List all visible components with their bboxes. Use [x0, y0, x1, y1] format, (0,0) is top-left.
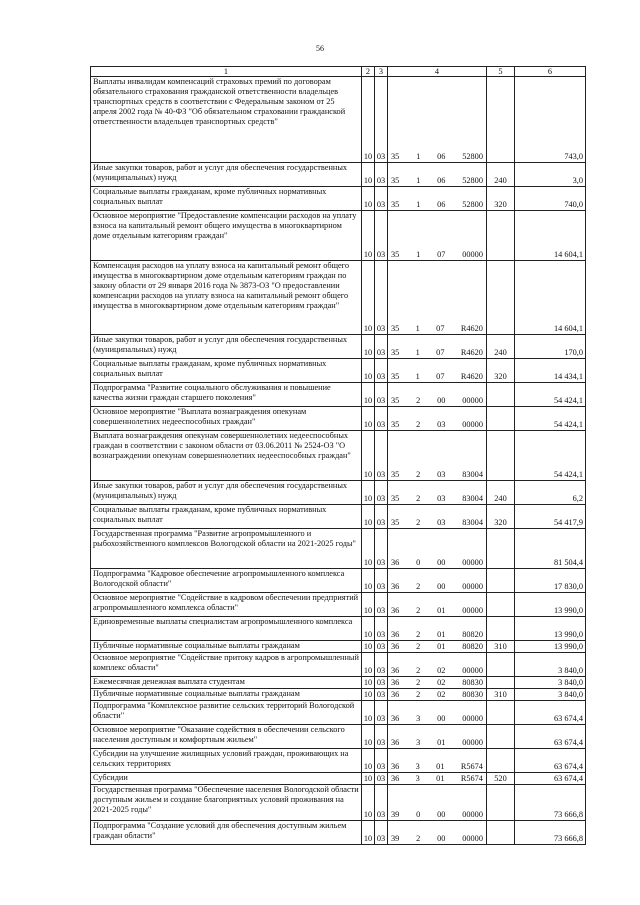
code-direction: 00000	[462, 581, 483, 591]
row-amount: 743,0	[515, 77, 586, 163]
code-program: 36	[391, 773, 400, 783]
row-subsection: 03	[375, 641, 388, 653]
row-target-code	[388, 431, 487, 481]
row-expense-type: 240	[487, 335, 515, 359]
row-section: 10	[362, 677, 375, 689]
code-event: 03	[437, 517, 446, 527]
code-direction: 00000	[462, 809, 483, 819]
code-subprogram: 1	[416, 199, 421, 209]
table-row	[91, 677, 586, 689]
row-subsection: 03	[375, 785, 388, 821]
row-expense-type	[487, 261, 515, 335]
table-header-row	[91, 67, 586, 77]
code-subprogram: 2	[416, 641, 421, 651]
row-amount: 73 666,8	[515, 785, 586, 821]
row-expense-type: 320	[487, 505, 515, 529]
code-event: 06	[437, 151, 446, 161]
row-subsection: 03	[375, 569, 388, 593]
row-amount: 14 604,1	[515, 261, 586, 335]
col-header-1: 1	[91, 67, 362, 77]
row-section: 10	[362, 821, 375, 845]
row-name: Основное мероприятие "Оказание содействия в обеспечении сельского населения доступным и комфортным жильем"	[91, 725, 362, 749]
row-section: 10	[362, 187, 375, 211]
row-subsection: 03	[375, 677, 388, 689]
col-header-4: 4	[388, 67, 487, 77]
code-subprogram: 1	[415, 347, 420, 357]
row-section: 10	[362, 529, 375, 569]
row-name: Единовременные выплаты специалистам агропромышленного комплекса	[91, 617, 362, 641]
row-section: 10	[362, 689, 375, 701]
code-event: 06	[437, 175, 446, 185]
row-expense-type	[487, 593, 515, 617]
row-amount: 54 424,1	[515, 383, 586, 407]
code-subprogram: 2	[416, 605, 421, 615]
row-amount: 14 604,1	[515, 211, 586, 261]
table-row	[91, 689, 586, 701]
row-expense-type	[487, 77, 515, 163]
code-program: 36	[391, 557, 400, 567]
table-row	[91, 593, 586, 617]
table-row	[91, 163, 586, 187]
row-target-code	[388, 785, 487, 821]
code-subprogram: 2	[416, 581, 421, 591]
row-amount: 63 674,4	[515, 749, 586, 773]
table-row	[91, 641, 586, 653]
table-row	[91, 569, 586, 593]
row-amount: 54 424,1	[515, 407, 586, 431]
code-program: 35	[391, 151, 400, 161]
code-subprogram: 3	[416, 737, 421, 747]
row-subsection: 03	[375, 593, 388, 617]
row-target-code	[388, 641, 487, 653]
row-name: Иные закупки товаров, работ и услуг для обеспечения государственных (муниципальных) нужд	[91, 481, 362, 505]
table-row	[91, 431, 586, 481]
row-subsection: 03	[375, 407, 388, 431]
row-subsection: 03	[375, 689, 388, 701]
row-expense-type: 520	[487, 773, 515, 785]
table-row	[91, 725, 586, 749]
row-amount: 81 504,4	[515, 529, 586, 569]
code-direction: 00000	[462, 833, 483, 843]
row-target-code	[388, 261, 487, 335]
code-program: 36	[391, 665, 400, 675]
row-target-code	[388, 689, 487, 701]
code-subprogram: 2	[416, 395, 421, 405]
code-program: 36	[391, 581, 400, 591]
col-header-3: 3	[375, 67, 388, 77]
code-program: 35	[391, 323, 400, 333]
col-header-5: 5	[487, 67, 515, 77]
row-section: 10	[362, 407, 375, 431]
code-direction: 80820	[462, 629, 483, 639]
row-subsection: 03	[375, 505, 388, 529]
row-amount: 54 424,1	[515, 431, 586, 481]
row-expense-type	[487, 749, 515, 773]
row-expense-type	[487, 677, 515, 689]
row-target-code	[388, 617, 487, 641]
row-expense-type	[487, 211, 515, 261]
row-amount: 13 990,0	[515, 617, 586, 641]
table-row	[91, 407, 586, 431]
code-direction: R5674	[460, 773, 483, 783]
row-amount: 740,0	[515, 187, 586, 211]
code-program: 36	[391, 629, 400, 639]
row-section: 10	[362, 383, 375, 407]
code-program: 36	[391, 761, 400, 771]
table-row	[91, 481, 586, 505]
code-subprogram: 1	[416, 151, 421, 161]
row-target-code	[388, 653, 487, 677]
row-expense-type	[487, 701, 515, 725]
row-subsection: 03	[375, 261, 388, 335]
code-event: 01	[437, 737, 446, 747]
code-direction: 80820	[462, 641, 483, 651]
code-event: 00	[437, 809, 446, 819]
row-target-code	[388, 725, 487, 749]
code-direction: 00000	[462, 395, 483, 405]
row-expense-type: 310	[487, 689, 515, 701]
row-section: 10	[362, 481, 375, 505]
row-amount: 13 990,0	[515, 641, 586, 653]
row-section: 10	[362, 261, 375, 335]
row-section: 10	[362, 653, 375, 677]
row-section: 10	[362, 749, 375, 773]
row-name: Социальные выплаты гражданам, кроме публичных нормативных социальных выплат	[91, 187, 362, 211]
code-event: 01	[436, 773, 445, 783]
row-target-code	[388, 593, 487, 617]
code-event: 03	[437, 493, 446, 503]
code-program: 35	[391, 395, 400, 405]
code-subprogram: 3	[415, 761, 420, 771]
row-amount: 3 840,0	[515, 677, 586, 689]
row-expense-type: 320	[487, 187, 515, 211]
row-section: 10	[362, 431, 375, 481]
row-target-code	[388, 505, 487, 529]
code-event: 01	[437, 629, 446, 639]
row-target-code	[388, 407, 487, 431]
code-direction: 80830	[462, 677, 483, 687]
table-row	[91, 785, 586, 821]
row-target-code	[388, 773, 487, 785]
budget-table	[90, 66, 586, 845]
code-program: 35	[391, 493, 400, 503]
code-program: 35	[391, 347, 400, 357]
code-event: 02	[437, 689, 446, 699]
table-row	[91, 821, 586, 845]
row-subsection: 03	[375, 773, 388, 785]
row-subsection: 03	[375, 481, 388, 505]
code-program: 35	[391, 469, 400, 479]
code-subprogram: 2	[416, 665, 421, 675]
code-event: 01	[437, 605, 446, 615]
code-direction: 00000	[462, 737, 483, 747]
code-program: 35	[391, 175, 400, 185]
row-target-code	[388, 529, 487, 569]
row-name: Подпрограмма "Кадровое обеспечение агропромышленного комплекса Вологодской области"	[91, 569, 362, 593]
code-event: 01	[437, 641, 446, 651]
code-event: 07	[437, 249, 446, 259]
row-target-code	[388, 481, 487, 505]
row-name: Публичные нормативные социальные выплаты гражданам	[91, 689, 362, 701]
row-target-code	[388, 359, 487, 383]
table-row	[91, 187, 586, 211]
row-target-code	[388, 211, 487, 261]
row-target-code	[388, 701, 487, 725]
row-target-code	[388, 77, 487, 163]
code-event: 00	[437, 557, 446, 567]
code-subprogram: 0	[416, 557, 421, 567]
row-subsection: 03	[375, 211, 388, 261]
code-subprogram: 0	[416, 809, 421, 819]
row-amount: 13 990,0	[515, 593, 586, 617]
code-event: 07	[436, 323, 445, 333]
row-target-code	[388, 821, 487, 845]
row-name: Субсидии	[91, 773, 362, 785]
row-name: Основное мероприятие "Содействие в кадровом обеспечении предприятий агропромышленного комплекса области"	[91, 593, 362, 617]
row-subsection: 03	[375, 335, 388, 359]
page-number: 56	[316, 44, 324, 53]
row-name: Компенсация расходов на уплату взноса на капитальный ремонт общего имущества в многоквартирном доме отдельным категориям граждан по закону области от 29 января 2016 года № 3873-ОЗ "О предоставлении компенсации расходов на уплату взноса на капитальный ремонт общего имущества в многоквартирном доме отдельным категориям граждан"	[91, 261, 362, 335]
code-subprogram: 1	[416, 175, 421, 185]
code-program: 39	[391, 809, 400, 819]
code-direction: 00000	[462, 665, 483, 675]
code-direction: 83004	[462, 469, 483, 479]
code-subprogram: 2	[416, 833, 421, 843]
row-amount: 63 674,4	[515, 725, 586, 749]
code-direction: 52800	[462, 151, 483, 161]
row-name: Подпрограмма "Создание условий для обеспечения доступным жильем граждан области"	[91, 821, 362, 845]
row-expense-type	[487, 725, 515, 749]
row-expense-type	[487, 617, 515, 641]
row-name: Социальные выплаты гражданам, кроме публичных нормативных социальных выплат	[91, 505, 362, 529]
table-row	[91, 505, 586, 529]
row-section: 10	[362, 641, 375, 653]
row-section: 10	[362, 593, 375, 617]
row-name: Государственная программа "Обеспечение населения Вологодской области доступным жильем и создание благоприятных условий проживания на 2021-2025 годы"	[91, 785, 362, 821]
row-amount: 3 840,0	[515, 653, 586, 677]
row-amount: 6,2	[515, 481, 586, 505]
code-program: 36	[391, 605, 400, 615]
row-name: Субсидии на улучшение жилищных условий граждан, проживающих на сельских территориях	[91, 749, 362, 773]
table-row	[91, 77, 586, 163]
row-name: Основное мероприятие "Содействие притоку кадров в агропромышленный комплекс области"	[91, 653, 362, 677]
code-subprogram: 3	[416, 713, 421, 723]
row-name: Основное мероприятие "Выплата вознаграждения опекунам совершеннолетних недееспособных граждан"	[91, 407, 362, 431]
row-expense-type: 320	[487, 359, 515, 383]
row-expense-type: 240	[487, 163, 515, 187]
code-direction: 00000	[462, 249, 483, 259]
code-subprogram: 2	[416, 689, 421, 699]
code-direction: 00000	[462, 605, 483, 615]
row-expense-type	[487, 785, 515, 821]
code-event: 02	[437, 677, 446, 687]
row-expense-type	[487, 569, 515, 593]
table-row	[91, 617, 586, 641]
row-section: 10	[362, 725, 375, 749]
row-name: Иные закупки товаров, работ и услуг для обеспечения государственных (муниципальных) нужд	[91, 335, 362, 359]
row-section: 10	[362, 335, 375, 359]
code-event: 00	[437, 581, 446, 591]
row-target-code	[388, 335, 487, 359]
row-name: Публичные нормативные социальные выплаты гражданам	[91, 641, 362, 653]
row-section: 10	[362, 77, 375, 163]
code-direction: 00000	[462, 557, 483, 567]
code-program: 35	[391, 517, 400, 527]
code-direction: R5674	[460, 761, 483, 771]
row-subsection: 03	[375, 163, 388, 187]
table-row	[91, 359, 586, 383]
row-name: Государственная программа "Развитие агропромышленного и рыбохозяйственного комплексов Вологодской области на 2021-2025 годы"	[91, 529, 362, 569]
code-subprogram: 2	[416, 629, 421, 639]
code-program: 36	[391, 677, 400, 687]
table-body	[91, 77, 586, 845]
row-amount: 14 434,1	[515, 359, 586, 383]
code-direction: 80830	[462, 689, 483, 699]
code-program: 35	[391, 371, 400, 381]
row-subsection: 03	[375, 77, 388, 163]
row-subsection: 03	[375, 529, 388, 569]
row-expense-type	[487, 653, 515, 677]
row-subsection: 03	[375, 431, 388, 481]
code-event: 00	[437, 713, 446, 723]
table-row	[91, 529, 586, 569]
col-header-6: 6	[515, 67, 586, 77]
code-event: 07	[436, 347, 445, 357]
row-target-code	[388, 383, 487, 407]
code-program: 36	[391, 689, 400, 699]
code-direction: 52800	[462, 199, 483, 209]
row-section: 10	[362, 505, 375, 529]
row-target-code	[388, 187, 487, 211]
row-section: 10	[362, 569, 375, 593]
row-subsection: 03	[375, 725, 388, 749]
code-program: 36	[391, 713, 400, 723]
row-name: Выплата вознаграждения опекунам совершеннолетних недееспособных граждан в соответствии с законом области от 03.06.2011 № 2524-ОЗ "О вознаграждении опекунам совершеннолетних недееспособных граждан"	[91, 431, 362, 481]
table-row	[91, 335, 586, 359]
table-row	[91, 773, 586, 785]
row-target-code	[388, 569, 487, 593]
row-expense-type: 310	[487, 641, 515, 653]
code-subprogram: 2	[416, 517, 421, 527]
table-row	[91, 701, 586, 725]
row-amount: 63 674,4	[515, 701, 586, 725]
row-subsection: 03	[375, 359, 388, 383]
row-expense-type	[487, 407, 515, 431]
row-section: 10	[362, 617, 375, 641]
table-row	[91, 383, 586, 407]
code-subprogram: 2	[416, 677, 421, 687]
code-program: 35	[391, 249, 400, 259]
row-section: 10	[362, 163, 375, 187]
code-subprogram: 1	[415, 323, 420, 333]
row-name: Выплаты инвалидам компенсаций страховых премий по договорам обязательного страхования гражданской ответственности владельцев транспортных средств в соответствии с Федеральным законом от 25 апреля 2002 года № 40-ФЗ "Об обязательном страховании гражданской ответственности владельцев транспортных средств"	[91, 77, 362, 163]
code-event: 01	[436, 761, 445, 771]
code-subprogram: 2	[416, 493, 421, 503]
row-subsection: 03	[375, 383, 388, 407]
row-section: 10	[362, 701, 375, 725]
row-expense-type: 240	[487, 481, 515, 505]
code-subprogram: 1	[416, 249, 421, 259]
row-section: 10	[362, 359, 375, 383]
row-expense-type	[487, 383, 515, 407]
code-direction: R4620	[460, 371, 483, 381]
code-event: 07	[436, 371, 445, 381]
row-subsection: 03	[375, 749, 388, 773]
row-amount: 3,0	[515, 163, 586, 187]
row-name: Ежемесячная денежная выплата студентам	[91, 677, 362, 689]
row-amount: 63 674,4	[515, 773, 586, 785]
code-direction: R4620	[460, 323, 483, 333]
table-row	[91, 749, 586, 773]
row-expense-type	[487, 821, 515, 845]
code-event: 00	[437, 395, 446, 405]
table-row	[91, 261, 586, 335]
code-program: 35	[391, 419, 400, 429]
code-event: 03	[437, 419, 446, 429]
row-name: Иные закупки товаров, работ и услуг для обеспечения государственных (муниципальных) нужд	[91, 163, 362, 187]
row-name: Социальные выплаты гражданам, кроме публичных нормативных социальных выплат	[91, 359, 362, 383]
row-expense-type	[487, 431, 515, 481]
row-subsection: 03	[375, 821, 388, 845]
row-subsection: 03	[375, 653, 388, 677]
row-name: Подпрограмма "Развитие социального обслуживания и повышение качества жизни граждан старшего поколения"	[91, 383, 362, 407]
code-program: 36	[391, 641, 400, 651]
code-subprogram: 2	[416, 469, 421, 479]
row-section: 10	[362, 211, 375, 261]
code-direction: 00000	[462, 713, 483, 723]
row-amount: 17 830,0	[515, 569, 586, 593]
row-target-code	[388, 749, 487, 773]
row-amount: 170,0	[515, 335, 586, 359]
row-expense-type	[487, 529, 515, 569]
code-subprogram: 3	[415, 773, 420, 783]
code-subprogram: 2	[416, 419, 421, 429]
row-amount: 54 417,9	[515, 505, 586, 529]
code-program: 36	[391, 737, 400, 747]
code-event: 06	[437, 199, 446, 209]
row-name: Подпрограмма "Комплексное развитие сельских территорий Вологодской области"	[91, 701, 362, 725]
code-program: 35	[391, 199, 400, 209]
row-target-code	[388, 677, 487, 689]
table-row	[91, 653, 586, 677]
code-direction: 83004	[462, 517, 483, 527]
code-program: 39	[391, 833, 400, 843]
row-amount: 3 840,0	[515, 689, 586, 701]
row-name: Основное мероприятие "Предоставление компенсации расходов на уплату взноса на капитальный ремонт общего имущества в многоквартирном доме отдельным категориям граждан"	[91, 211, 362, 261]
row-subsection: 03	[375, 617, 388, 641]
code-direction: 00000	[462, 419, 483, 429]
row-amount: 73 666,8	[515, 821, 586, 845]
row-target-code	[388, 163, 487, 187]
code-direction: 83004	[462, 493, 483, 503]
code-event: 02	[437, 665, 446, 675]
row-section: 10	[362, 773, 375, 785]
row-subsection: 03	[375, 701, 388, 725]
table-row	[91, 211, 586, 261]
code-direction: 52800	[462, 175, 483, 185]
col-header-2: 2	[362, 67, 375, 77]
code-direction: R4620	[460, 347, 483, 357]
code-event: 03	[437, 469, 446, 479]
code-subprogram: 1	[415, 371, 420, 381]
code-event: 00	[437, 833, 446, 843]
row-subsection: 03	[375, 187, 388, 211]
row-section: 10	[362, 785, 375, 821]
